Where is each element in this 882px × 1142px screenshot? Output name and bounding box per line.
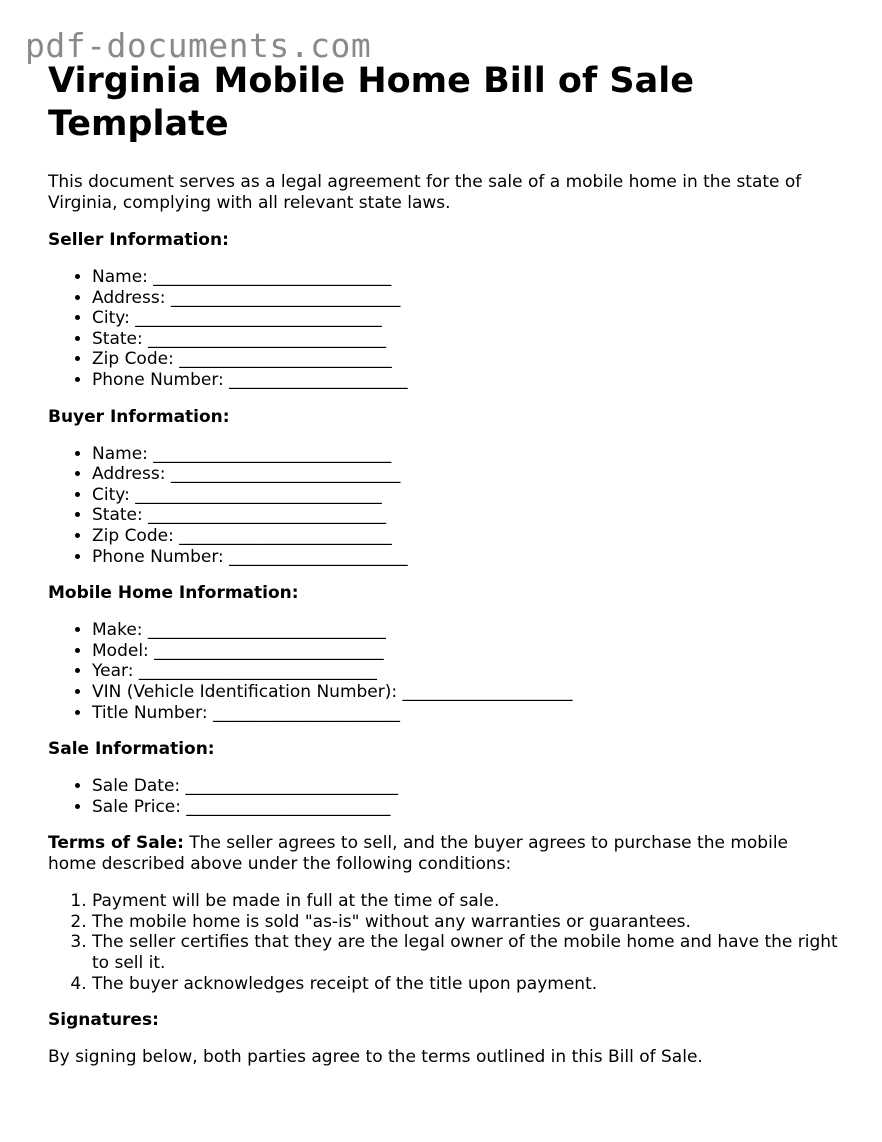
- seller-phone-field[interactable]: • Phone Number: _____________________: [92, 370, 838, 391]
- signatures-text: By signing below, both parties agree to the terms outlined in this Bill of Sale.: [48, 1047, 703, 1068]
- buyer-name-field[interactable]: • Name: ____________________________: [92, 444, 838, 465]
- condition-item: 1. Payment will be made in full at the time of sale.: [92, 891, 838, 912]
- watermark: pdf-documents.com: [25, 26, 372, 65]
- seller-city-field[interactable]: • City: _____________________________: [92, 308, 838, 329]
- terms-conditions-list: [48, 891, 838, 994]
- terms-label: Terms of Sale:: [48, 833, 184, 854]
- vin-field[interactable]: • VIN (Vehicle Identification Number): ____________________: [92, 682, 838, 703]
- seller-address-field[interactable]: • Address: ___________________________: [92, 288, 838, 309]
- model-field[interactable]: • Model: ___________________________: [92, 641, 838, 662]
- buyer-address-field[interactable]: • Address: ___________________________: [92, 464, 838, 485]
- seller-name-field[interactable]: • Name: ____________________________: [92, 267, 838, 288]
- signatures-heading: Signatures:: [48, 1010, 159, 1031]
- buyer-city-field[interactable]: • City: _____________________________: [92, 485, 838, 506]
- seller-list: [48, 267, 838, 391]
- document-page: [48, 60, 838, 1068]
- buyer-state-field[interactable]: • State: ____________________________: [92, 505, 838, 526]
- seller-heading: Seller Information:: [48, 230, 229, 250]
- sale-price-field[interactable]: • Sale Price: ________________________: [92, 797, 838, 818]
- seller-state-field[interactable]: • State: ____________________________: [92, 329, 838, 350]
- terms-text: The seller agrees to sell, and the buyer agrees to purchase the mobile home described above under the following conditions:: [48, 833, 788, 875]
- mobile-home-list: [48, 620, 838, 723]
- sale-list: [48, 776, 838, 817]
- title-number-field[interactable]: • Title Number: ______________________: [92, 703, 838, 724]
- terms-paragraph: [48, 833, 838, 875]
- sale-heading: Sale Information:: [48, 739, 215, 760]
- buyer-list: [48, 444, 838, 568]
- mobile-home-heading: Mobile Home Information:: [48, 583, 299, 604]
- condition-item: 4. The buyer acknowledges receipt of the title upon payment.: [92, 974, 838, 995]
- buyer-zip-field[interactable]: • Zip Code: _________________________: [92, 526, 838, 547]
- make-field[interactable]: • Make: ____________________________: [92, 620, 838, 641]
- intro-paragraph: This document serves as a legal agreement for the sale of a mobile home in the state of Virginia, complying with all relevant state laws.: [48, 172, 802, 213]
- year-field[interactable]: • Year: ____________________________: [92, 661, 838, 682]
- condition-item: 2. The mobile home is sold "as-is" without any warranties or guarantees.: [92, 912, 838, 933]
- condition-item: 3. The seller certifies that they are the legal owner of the mobile home and have the right to sell it.: [92, 932, 838, 973]
- page-title: Virginia Mobile Home Bill of Sale Template: [48, 61, 694, 144]
- sale-date-field[interactable]: • Sale Date: _________________________: [92, 776, 838, 797]
- buyer-phone-field[interactable]: • Phone Number: _____________________: [92, 547, 838, 568]
- buyer-heading: Buyer Information:: [48, 406, 230, 427]
- seller-zip-field[interactable]: • Zip Code: _________________________: [92, 349, 838, 370]
